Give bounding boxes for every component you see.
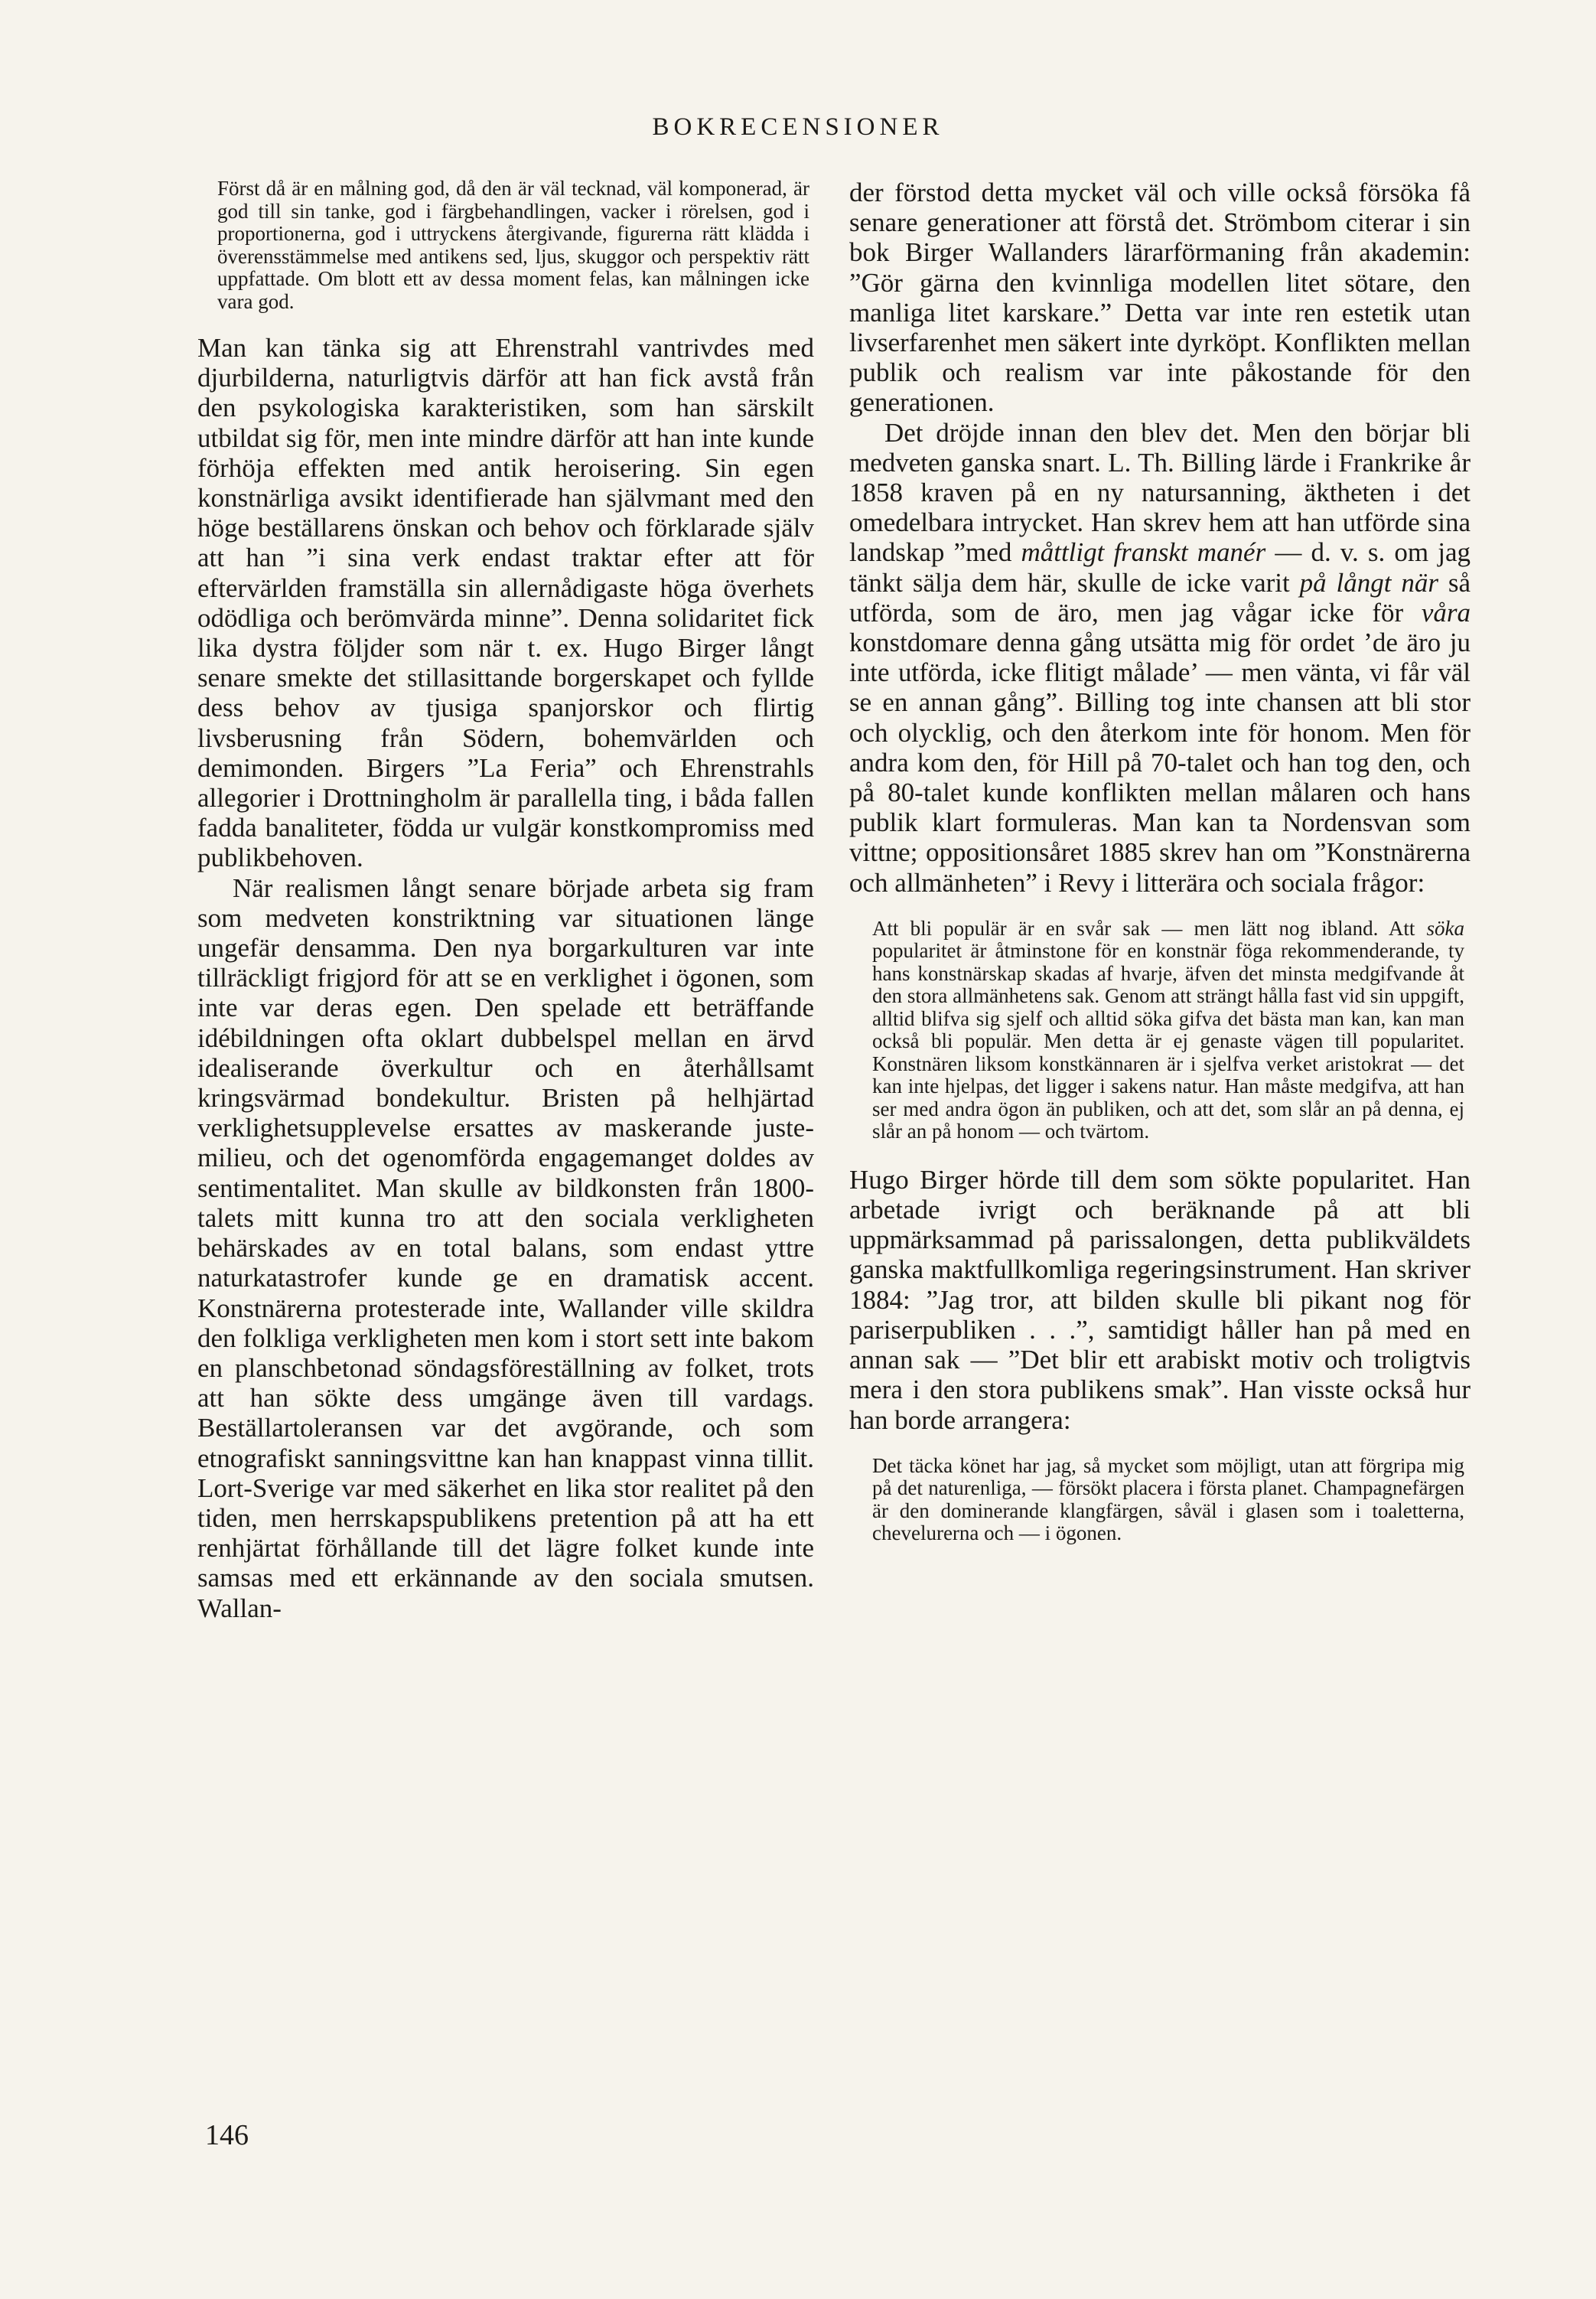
intro-quote: Först då är en målning god, då den är väl tecknad, väl komponerad, är god till sin tanke, god i färgbehandlingen, vacker i rörelsen, god i proportionerna, god i uttryckens återgivande, figurerna rätt klädda i överensstämmelse med antikens sed, ljus, skuggor och perspektiv rätt uppfattade. Om blott ett av dessa moment felas, kan målningen icke vara god.: [217, 177, 809, 313]
text-run: så utförda, som de äro, men jag vågar icke för: [849, 567, 1471, 628]
left-column: [197, 178, 814, 1623]
paragraph: Man kan tänka sig att Ehrenstrahl vantrivdes med djurbilderna, naturligtvis därför att han fick avstå från den psykologiska karakteristiken, som han särskilt utbildat sig för, men inte mindre därför att han inte kunde förhöja effekten med antik heroisering. Sin egen konstnärliga avsikt identifierade han självmant med den höge beställarens önskan och behov och förklarade själv att han ”i sina verk endast traktar efter att för eftervärlden framställa sin allernådigaste höga överhets odödliga och berömvärda minne”. Denna solidaritet fick lika dystra följder som när t. ex. Hugo Birger långt senare smekte det stillasittande borgerskapet och fyllde dess behov av tjusiga spanjorskor och flirtig livsberusning från Södern, bohemvärlden och demimonden. Birgers ”La Feria” och Ehrenstrahls allegorier i Drottningholm är parallella ting, i båda fallen fadda banaliteter, födda ur vulgär konstkompromiss med publikbehoven.: [197, 333, 814, 873]
emphasis: på långt när: [1299, 567, 1438, 598]
running-head: BOKRECENSIONER: [652, 113, 944, 141]
emphasis: söka: [1426, 916, 1464, 940]
text-run: Det dröjde innan den blev det. Men den börjar bli medveten ganska snart. L. Th. Billing lärde i Frankrike år 1858 kraven på en ny natursanning, äktheten i det omedelbara intrycket. Han skrev hem att han utförde sina landskap ”med: [849, 417, 1471, 568]
paragraph: der förstod detta mycket väl och ville också försöka få senare generationer att förstå det. Strömbom citerar i sin bok Birger Wallanders lärarförmaning från akademin: ”Gör gärna den kvinnliga modellen litet sötare, den manliga litet karskare.” Detta var inte ren estetik utan livserfarenhet men säkert inte dyrköpt. Konflikten mellan publik och realism var inte påkostande för den generationen.: [849, 178, 1471, 418]
text-run: Att bli populär är en svår sak — men lätt nog ibland. Att: [872, 916, 1427, 940]
page-number: 146: [205, 2119, 249, 2151]
block-quote: Det täcka könet har jag, så mycket som möjligt, utan att förgripa mig på det naturenliga, — försökt placera i första planet. Champagnefärgen är den dominerande klangfärgen, såväl i glasen som i toaletterna, chevelurerna och — i ögonen.: [872, 1453, 1464, 1545]
paragraph: När realismen långt senare började arbeta sig fram som medveten konstriktning var situationen länge ungefär densamma. Den nya borgarkulturen var inte tillräckligt frigjord för att se en verklighet i ögonen, som inte var deras egen. Den spelade ett beträffande idébildningen ofta oklart dubbelspel mellan en ärvd idealiserande överkultur och en återhållsamt kringsvärmad bondekultur. Bristen på helhjärtad verklighetsupplevelse ersattes av maskerande juste-milieu, och det ogenomförda engagemanget doldes av sentimentalitet. Man skulle av bildkonsten från 1800-talets mitt kunna tro att den sociala verkligheten behärskades av en total balans, som endast yttre naturkatastrofer kunde ge en dramatisk accent. Konstnärerna protesterade inte, Wallander ville skildra den folkliga verkligheten men kom i stort sett inte bakom en planschbetonad söndagsföreställning av folket, trots att han sökte dess umgänge även till vardags. Beställartoleransen var det avgörande, och som etnografiskt sanningsvittne kan han knappast vinna tillit. Lort-Sverige var med säkerhet en lika stor realitet på den tiden, men herrskapspublikens pretention på att ha ett renhjärtat förhållande till det lägre folket kunde inte samsas med ett erkännande av den sociala smutsen. Wallan-: [197, 872, 814, 1623]
emphasis: måttligt franskt manér: [1021, 537, 1266, 568]
block-quote: [849, 918, 1471, 1143]
right-column: [849, 178, 1471, 1567]
paragraph: Hugo Birger hörde till dem som sökte popularitet. Han arbetade ivrigt och beräknande på att bli uppmärksammad på parissalongen, detta publikväldets ganska maktfullkomliga regeringsinstrument. Han skriver 1884: ”Jag tror, att bilden skulle bli pikant nog för pariserpubliken . . .”, samtidigt håller han på med en annan sak — ”Det blir ett arabiskt motiv och troligtvis mera i den stora publikens smak”. Han visste också hur han borde arrangera:: [849, 1164, 1471, 1435]
text-run: popularitet är åtminstone för en konstnär föga rekommenderande, ty hans konstnärskap skadas af hvarje, äfven det minsta medgifvande åt den stora allmänhetens sak. Genom att strängt hålla fast vid sin uppgift, alltid blifva sig sjelf och alltid söka gifva det bästa man kan, kan man också bli populär. Men detta är ej genaste vägen till popularitet. Konstnären liksom konstkännaren är i sjelfva verket aristokrat — det kan inte hjelpas, det ligger i sakens natur. Han måste medgifva, att han ser med andra ögon än publiken, och att det, som slår an på denna, ej slår an på honom — och tvärtom.: [872, 939, 1464, 1143]
paragraph: [849, 418, 1471, 898]
text-run: — d. v. s. om jag tänkt sälja dem här, skulle de icke varit: [849, 537, 1471, 598]
text-run: konstdomare denna gång utsätta mig för ordet ’de äro ju inte utförda, icke flitigt målade’ — men vänta, vi får väl se en annan gång”. Billing tog inte chansen att bli stor och olycklig, och den återkom inte för honom. Men för andra kom den, för Hill på 70-talet och han tog den, och på 80-talet kunde konflikten mellan målaren och hans publik klart formuleras. Man kan ta Nordensvan som vittne; oppositionsåret 1885 skrev han om ”Konstnärerna och allmänheten” i Revy i litterära och sociala frågor:: [849, 628, 1471, 898]
emphasis: våra: [1421, 597, 1471, 628]
